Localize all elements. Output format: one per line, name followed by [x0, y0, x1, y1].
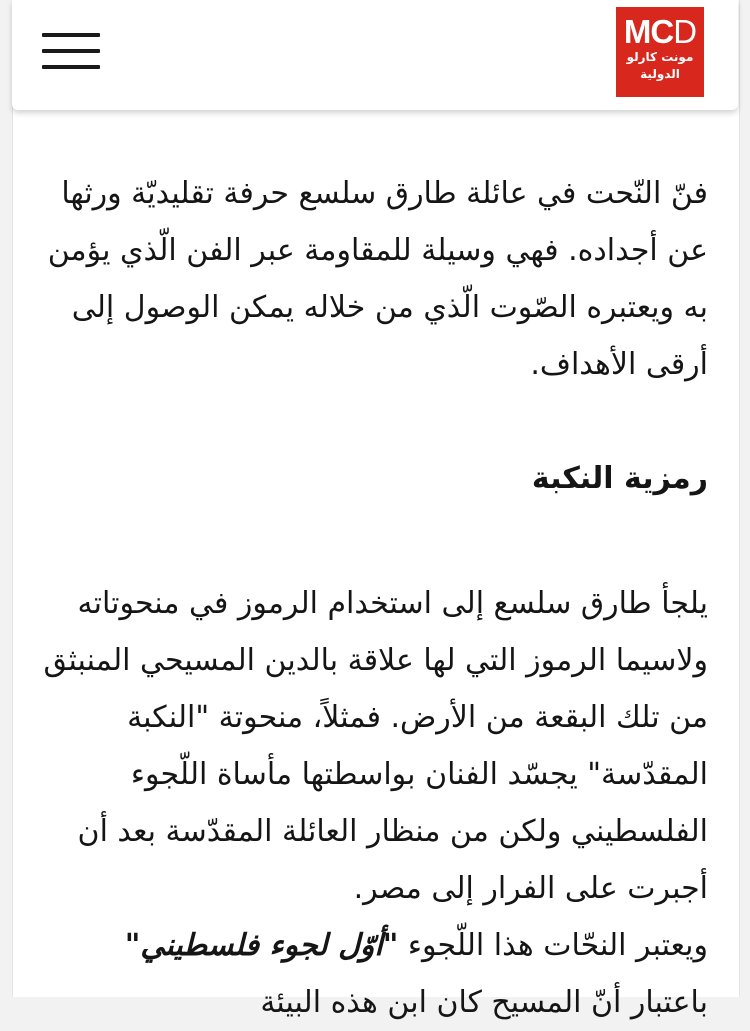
- logo-tagline-line2: الدولية: [640, 67, 680, 81]
- article-paragraph-3: [40, 917, 708, 1031]
- article-paragraph-1: فنّ النّحت في عائلة طارق سلسع حرفة تقليديّة ورثها عن أجداده. فهي وسيلة للمقاومة عبر الفن الّذي يؤمن به ويعتبره الصّوت الّذي من خلاله يمكن الوصول إلى أرقى الأهداف.: [47, 176, 708, 382]
- article-body: [40, 165, 708, 1031]
- highlighted-quote: "أوّل لجوء فلسطيني": [124, 928, 399, 963]
- section-heading: رمزية النكبة: [531, 461, 708, 496]
- article-paragraph-2: يلجأ طارق سلسع إلى استخدام الرموز في منحوتاته ولاسيما الرموز التي لها علاقة بالدين المسيحي المنبثق من تلك البقعة من الأرض. فمثلاً، منحوتة "النكبة المقدّسة" يجسّد الفنان بواسطتها مأساة اللّجوء الفلسطيني ولكن من منظار العائلة المقدّسة بعد أن أجبرت على الفرار إلى مصر.: [43, 586, 708, 906]
- menu-bar-middle: [42, 49, 100, 53]
- menu-bar-bottom: [42, 65, 100, 69]
- logo-letters: MCD: [623, 13, 697, 50]
- paragraph-3-continuation: باعتبار أنّ المسيح كان ابن هذه البيئة: [260, 985, 708, 1020]
- menu-bar-top: [42, 33, 100, 37]
- logo-tagline-line1: مونت كارلو: [626, 50, 694, 64]
- paragraph-3-intro: ويعتبر النحّات هذا اللّجوء: [398, 928, 708, 963]
- hamburger-menu-icon[interactable]: [42, 30, 100, 72]
- site-header: [12, 0, 738, 110]
- mcd-logo[interactable]: [616, 7, 704, 97]
